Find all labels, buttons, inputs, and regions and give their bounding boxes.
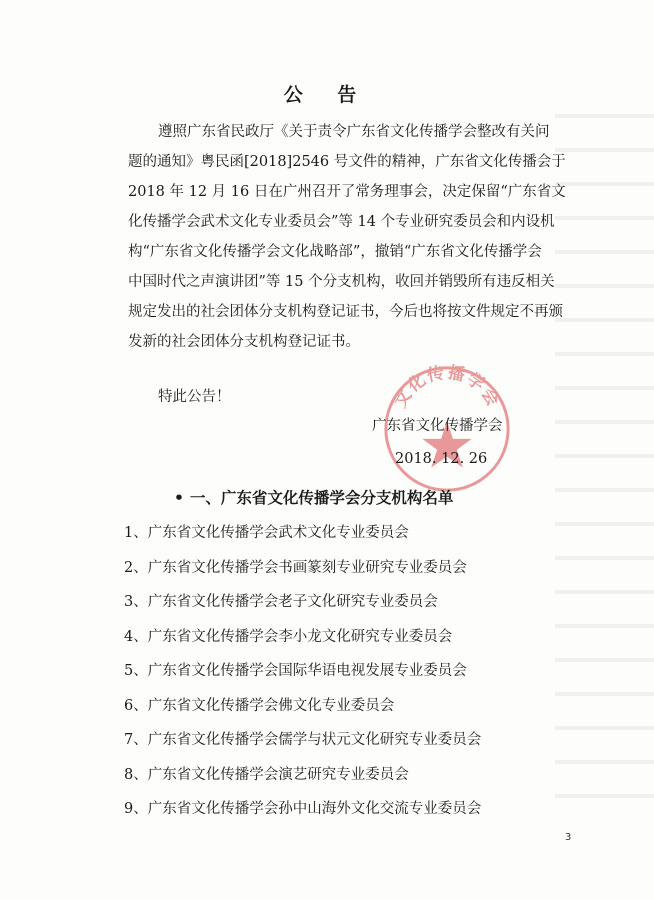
list-item: 3、广东省文化传播学会老子文化研究专业委员会 xyxy=(124,594,438,610)
list-item: 9、广东省文化传播学会孙中山海外文化交流专业委员会 xyxy=(124,801,482,817)
notice-body xyxy=(128,117,566,357)
list-item: 5、广东省文化传播学会国际华语电视发展专业委员会 xyxy=(124,663,467,679)
notice-line: 2018 年 12 月 16 日在广州召开了常务理事会，决定保留“广东省文 xyxy=(128,184,566,200)
notice-closing: 特此公告！ xyxy=(158,389,231,405)
heading-bullet: • xyxy=(174,489,184,507)
bleed-through-shadow xyxy=(555,88,654,818)
list-item: 7、广东省文化传播学会儒学与状元文化研究专业委员会 xyxy=(124,732,482,748)
notice-line: 遵照广东省民政厅《关于责令广东省文化传播学会整改有关问 xyxy=(158,124,550,140)
list-item: 2、广东省文化传播学会书画篆刻专业研究专业委员会 xyxy=(124,559,467,576)
notice-line: 构“广东省文化传播学会文化战略部”，撤销“广东省文化传播学会 xyxy=(128,244,542,260)
list-item: 4、广东省文化传播学会李小龙文化研究专业委员会 xyxy=(124,628,453,645)
notice-title: 公 告 xyxy=(283,84,371,106)
section-heading xyxy=(174,486,453,508)
page-number: 3 xyxy=(565,832,572,843)
notice-line: 规定发出的社会团体分支机构登记证书，今后也将按文件规定不再颁 xyxy=(128,304,563,320)
notice-line: 化传播学会武术文化专业委员会”等 14 个专业研究委员会和内设机 xyxy=(128,214,555,230)
issuing-organization: 广东省文化传播学会 xyxy=(372,418,503,434)
notice-line: 中国时代之声演讲团”等 15 个分支机构，收回并销毁所有违反相关 xyxy=(128,274,555,290)
branch-list xyxy=(124,518,481,829)
list-item: 6、广东省文化传播学会佛文化专业委员会 xyxy=(124,697,395,714)
list-item: 1、广东省文化传播学会武术文化专业委员会 xyxy=(124,525,409,541)
list-item: 8、广东省文化传播学会演艺研究专业委员会 xyxy=(124,766,409,783)
notice-date: 2018. 12. 26 xyxy=(395,451,488,467)
seal-text: 文化传播学会 xyxy=(389,361,505,411)
notice-line: 发新的社会团体分支机构登记证书。 xyxy=(128,334,360,350)
section-heading-text: 一、广东省文化传播学会分支机构名单 xyxy=(189,489,454,507)
notice-line: 题的通知》粤民函[2018]2546 号文件的精神，广东省文化传播会于 xyxy=(128,154,566,170)
